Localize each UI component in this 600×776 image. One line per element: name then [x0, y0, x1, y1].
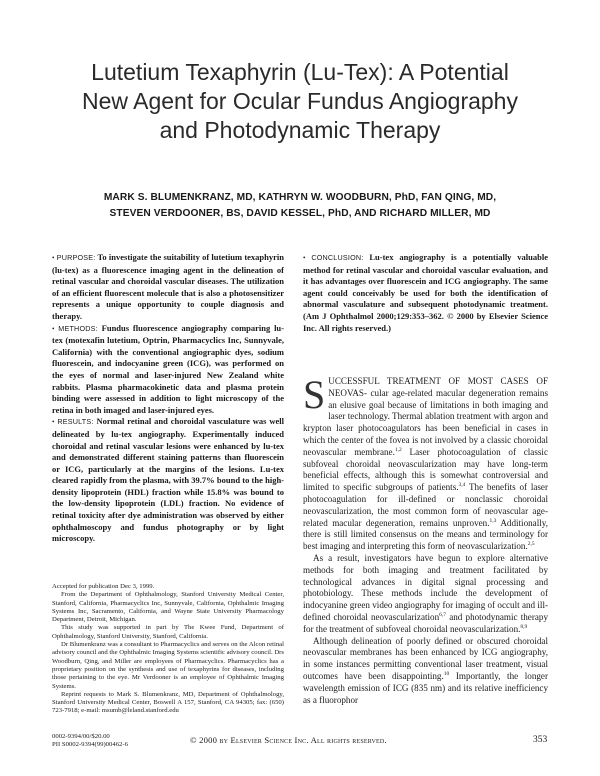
affiliation-note: From the Department of Ophthalmology, Stanford University Medical Center, Stanford, California, Pharmacyclics Inc, Sunnyvale, California, Ophthalmic Imaging Systems Inc, Sacramento, California, and Wayne State University Pharmacology Department, Detroit, Michigan.	[52, 591, 284, 624]
authors-line-2: STEVEN VERDOONER, BS, DAVID KESSEL, PhD, AND RICHARD MILLER, MD	[109, 208, 491, 219]
citation: 1,3	[489, 517, 497, 524]
p2-text2: and photodynamic therapy for the treatment of subfoveal choroidal neovascularization.	[303, 611, 548, 634]
disclosure-note: Dr Blumenkranz was a consultant to Pharmacyclics and serves on the Alcon retinal advisory council and the Ophthalmic Imaging Systems scientific advisory council. Drs Woodburn, Qing, and Miller are employees of Pharmacyclics. Pharmacyclics has a proprietary position on the synthesis and use of texaphyrins for diseases, including those pertaining to the eye. Mr Verdooner is an employee of Ophthalmic Imaging Systems.	[52, 641, 284, 690]
body-text	[303, 372, 548, 706]
authors-line-1: MARK S. BLUMENKRANZ, MD, KATHRYN W. WOODBURN, PhD, FAN QING, MD,	[103, 192, 497, 203]
abstract-results	[52, 416, 284, 545]
bullet-icon: •	[52, 418, 55, 427]
methods-label: METHODS:	[58, 323, 98, 333]
title-line-3: and Photodynamic Therapy	[159, 117, 441, 143]
results-text: Normal retinal and choroidal vasculature was well delineated by lu-tex angiography. Experimentally induced choroidal and retinal vascular lesions were enhanced by lu-tex and demonstrated different staining patterns than fluorescein or ICG, particularly at the margins of the lesions. Lu-tex cleared rapidly from the plasma, with 39.7% bound to the high-density lipoprotein (HDL) fraction while 15.8% was bound to the low-density lipoprotein (LDL) fraction. No evidence of retinal toxicity after dye administration was observed by either ophthalmoscopy and fundus photography or by light microscopy.	[52, 416, 285, 544]
title-line-1: Lutetium Texaphyrin (Lu-Tex): A Potential	[91, 59, 509, 85]
citation: 2,5	[527, 541, 535, 548]
bullet-icon: •	[52, 254, 55, 262]
p1-text3: The benefits of laser photocoagulation for ill-defined or nonclassic choroidal neovascularization, the most common form of neovascular age-related macular degeneration, remains unproven.	[303, 482, 548, 528]
citation: 1,2	[394, 446, 402, 453]
reprint-note: Reprint requests to Mark S. Blumenkranz, MD, Department of Ophthalmology, Stanford University Medical Center, Boswell A 157, Stanford, CA 94305; fax: (650) 723-7918; e-mail: msumb@leland.stanford.edu	[52, 690, 284, 715]
p1-text4: Additionally, there is still limited consensus on the means and terminology for best imaging and interpreting this form of neovascularization.	[303, 517, 548, 552]
abstract-purpose	[52, 252, 284, 323]
body-paragraph-2	[303, 553, 548, 636]
opening-smallcaps: UCCESSFUL TREATMENT OF MOST CASES OF NEOVAS-	[328, 376, 548, 398]
citation: 3,4	[458, 482, 466, 489]
methods-text: Fundus fluorescence angiography comparing lu-tex (motexafin lutetium, Optrin, Pharmacyclics Inc, Sunnyvale, California) with the conventional angiographic dyes, sodium fluorescein, and indocyanine green (ICG), was performed on the eyes of normal and laser-injured New Zealand white rabbits. Plasma pharmacokinetic data and plasma protein binding were assessed in addition to light microscopy of the retina in both imaged and laser-injured eyes.	[52, 322, 284, 415]
p3-text2: Importantly, the longer wavelength emission of ICG (835 nm) and its relative inefficiency as a fluorophor	[303, 670, 548, 705]
drop-cap: S	[303, 372, 326, 417]
abstract-right	[303, 252, 548, 334]
accepted-note: Accepted for publication Dec 3, 1999.	[52, 583, 155, 590]
author-list	[40, 190, 560, 222]
bullet-icon: •	[303, 254, 306, 262]
p1-text: cular age-related macular degeneration remains an elusive goal because of limitations in both imaging and laser technology. Thermal ablation treatment with argon and krypton laser photocoagulators has been beneficial in cases in which the center of the fovea is not involved by a classic choroidal neovascular membrane.	[303, 387, 548, 457]
abstract-left	[52, 252, 284, 545]
citation: 6,7	[439, 611, 447, 618]
issn-line: 0002-9394/00/$20.00	[52, 733, 110, 740]
abstract-methods	[52, 323, 284, 417]
title-line-2: New Agent for Ocular Fundus Angiography	[82, 88, 518, 114]
abstract-conclusion	[303, 252, 548, 334]
article-notes	[52, 583, 284, 716]
pii-line: PII S0002-9394(99)00462-6	[52, 741, 128, 749]
citation: 10	[443, 670, 450, 677]
body-paragraph-1	[303, 372, 548, 553]
publisher-line: © 2000 by Elsevier Science Inc. All rights reserved.	[190, 735, 387, 745]
p1-text2: Laser photocoagulation of classic subfoveal choroidal neovascularization may have long-term beneficial effects, although this is somewhat controversial and limited to specific subgroups of patients.	[303, 446, 548, 493]
page-number: 353	[533, 735, 548, 745]
footer-identifiers	[52, 733, 128, 750]
article-title	[40, 58, 560, 145]
citation: 8,9	[520, 623, 528, 630]
results-label: RESULTS:	[57, 417, 94, 427]
bullet-icon: •	[52, 324, 55, 333]
purpose-label: PURPOSE:	[56, 253, 96, 262]
purpose-text: To investigate the suitability of lutetium texaphyrin (lu-tex) as a fluorescence imaging agent in the delineation of retinal vascular and choroidal vascular diseases. The utilization of an efficient fluorescent molecule that is also a photosensitizer represents a unique opportunity to couple diagnosis and therapy.	[52, 252, 284, 321]
p3-text: Although delineation of poorly defined or obscured choroidal neovascular membranes has been enhanced by ICG angiography, in some instances permitting conventional laser treatment, visual outcomes have been disappointing.	[303, 635, 548, 681]
body-paragraph-3	[303, 636, 548, 707]
conclusion-label: CONCLUSION:	[311, 253, 364, 262]
p2-text: As a result, investigators have begun to explore alternative methods for both imaging and treatment facilitated by technological advances in digital signal processing and photobiology. These methods include the development of indocyanine green video angiography for imaging of occult and ill-defined choroidal neovascularization	[303, 552, 548, 622]
support-note: This study was supported in part by The Kwee Fund, Department of Ophthalmology, Stanford University, Stanford, California.	[52, 624, 284, 640]
conclusion-text: Lu-tex angiography is a potentially valuable method for retinal vascular and choroidal vascular evaluation, and it has advantages over fluorescein and ICG angiography. The same agent could conceivably be used for both the identification of abnormal vasculature and subsequent photodynamic treatment. (Am J Ophthalmol 2000;129:353–362. © 2000 by Elsevier Science Inc. All rights reserved.)	[303, 252, 549, 333]
